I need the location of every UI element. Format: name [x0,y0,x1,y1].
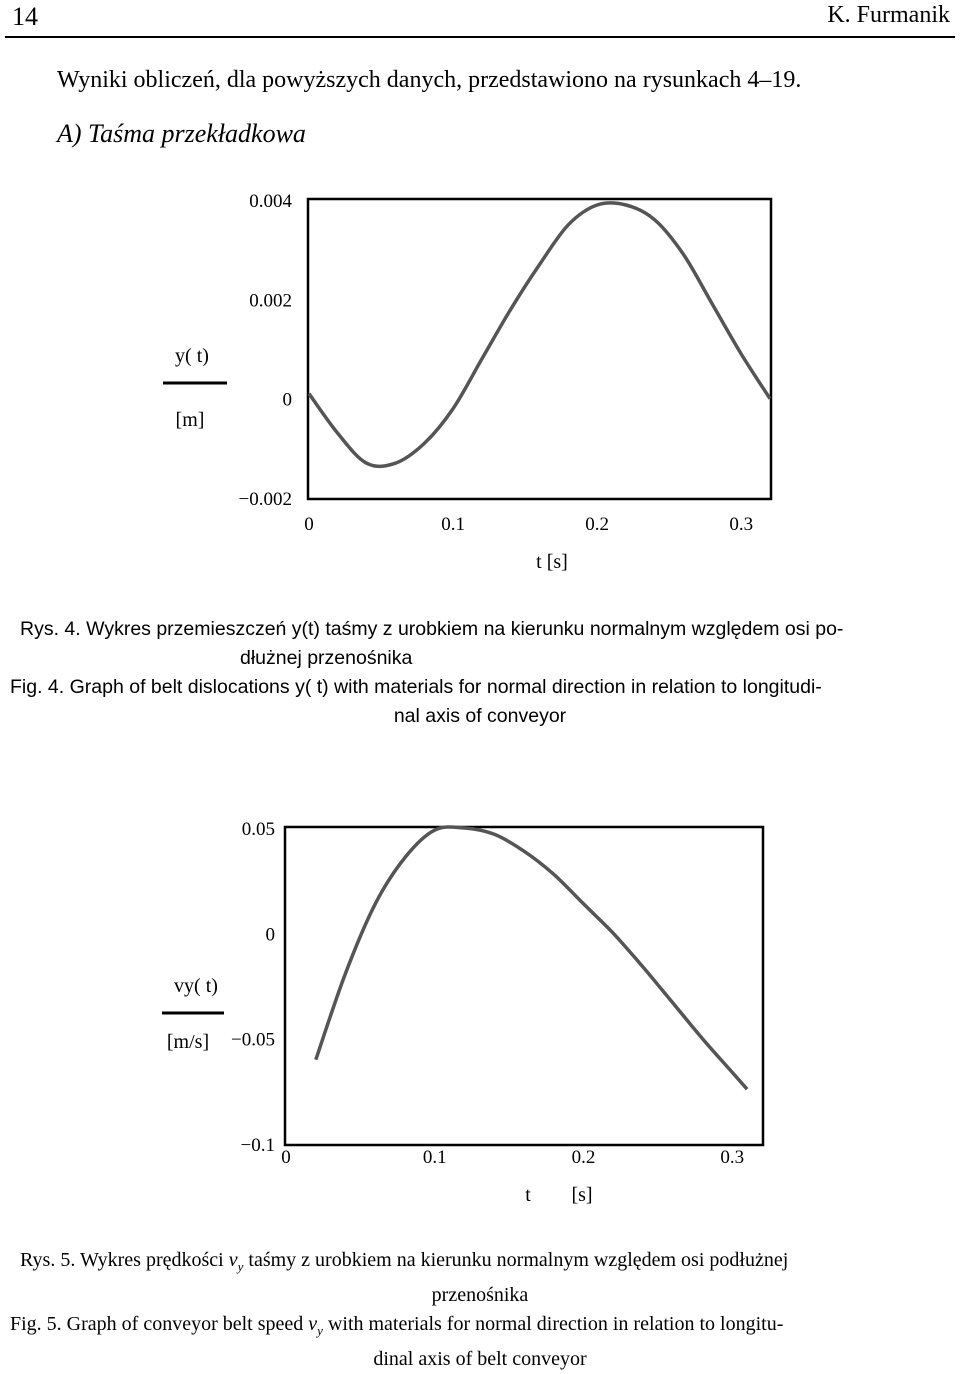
y-tick-label: 0.004 [249,191,292,212]
caption-pl-variable: v [228,1249,238,1271]
x-tick-label: 0 [281,1147,291,1168]
caption-en-line-1 [10,1310,950,1345]
y-tick-label: 0.05 [241,819,275,840]
plot-frame [308,199,771,499]
y-axis-unit: [m] [175,409,205,431]
x-tick-label: 0.1 [441,514,465,535]
y-tick-label: 0 [282,389,292,411]
caption-en-text-a: Fig. 5. Graph of conveyor belt speed [10,1313,309,1335]
x-tick-label: 0.3 [720,1147,745,1168]
caption-en-text-b: with materials for normal direction in relation to longitu- [322,1313,784,1335]
page-number: 14 [12,2,38,31]
y-axis-label: vy( t) [174,975,218,997]
y-tick-label: −0.002 [238,489,292,510]
caption-pl-subscript: y [237,1259,244,1274]
caption-pl-line-2: dłużnej przenośnika [240,647,413,669]
caption-en-line-2: nal axis of conveyor [393,705,567,727]
y-tick-label: 0.002 [249,290,292,312]
x-axis-label: t [s] [536,551,568,573]
caption-en-subscript: y [317,1323,323,1338]
plot-frame [285,827,763,1145]
x-axis-label: t [525,1184,531,1206]
section-heading: A) Taśma przekładkowa [57,119,306,148]
y-tick-label: −0.05 [231,1029,275,1051]
x-tick-label: 0.1 [422,1147,447,1168]
caption-en-variable: v [308,1313,318,1335]
x-tick-label: 0 [304,514,314,535]
caption-pl-text-a: Rys. 5. Wykres prędkości [20,1249,229,1271]
x-axis-unit: [s] [571,1184,593,1206]
caption-en-line-2: dinal axis of belt conveyor [373,1348,587,1370]
y-tick-label: 0 [265,924,275,946]
x-tick-label: 0.2 [571,1147,596,1168]
x-tick-label: 0.3 [729,514,754,535]
figure-5-caption [10,1246,950,1374]
y-axis-unit: [m/s] [166,1031,210,1053]
y-tick-label: −0.1 [240,1135,275,1156]
y-axis-label: y( t) [175,345,209,367]
caption-pl-line-1 [10,1246,950,1281]
caption-pl-line-2: przenośnika [431,1284,529,1306]
caption-en-line-1: Fig. 4. Graph of belt dislocations y( t) with materials for normal direction in relation to longitudi- [10,676,822,698]
series-line [309,203,770,467]
caption-pl-text-b: taśmy z urobkiem na kierunku normalnym względem osi podłużnej [243,1249,789,1271]
figure-4-caption [10,615,950,731]
running-head: K. Furmanik [827,2,950,28]
caption-pl-line-1: Rys. 4. Wykres przemieszczeń y(t) taśmy z urobkiem na kierunku normalnym względem osi po- [20,618,844,640]
figure-4-chart [0,0,960,600]
x-tick-label: 0.2 [585,514,609,535]
series-line [316,827,747,1089]
figure-5-chart [0,780,960,1230]
intro-paragraph: Wyniki obliczeń, dla powyższych danych, przedstawiono na rysunkach 4–19. [57,67,802,93]
